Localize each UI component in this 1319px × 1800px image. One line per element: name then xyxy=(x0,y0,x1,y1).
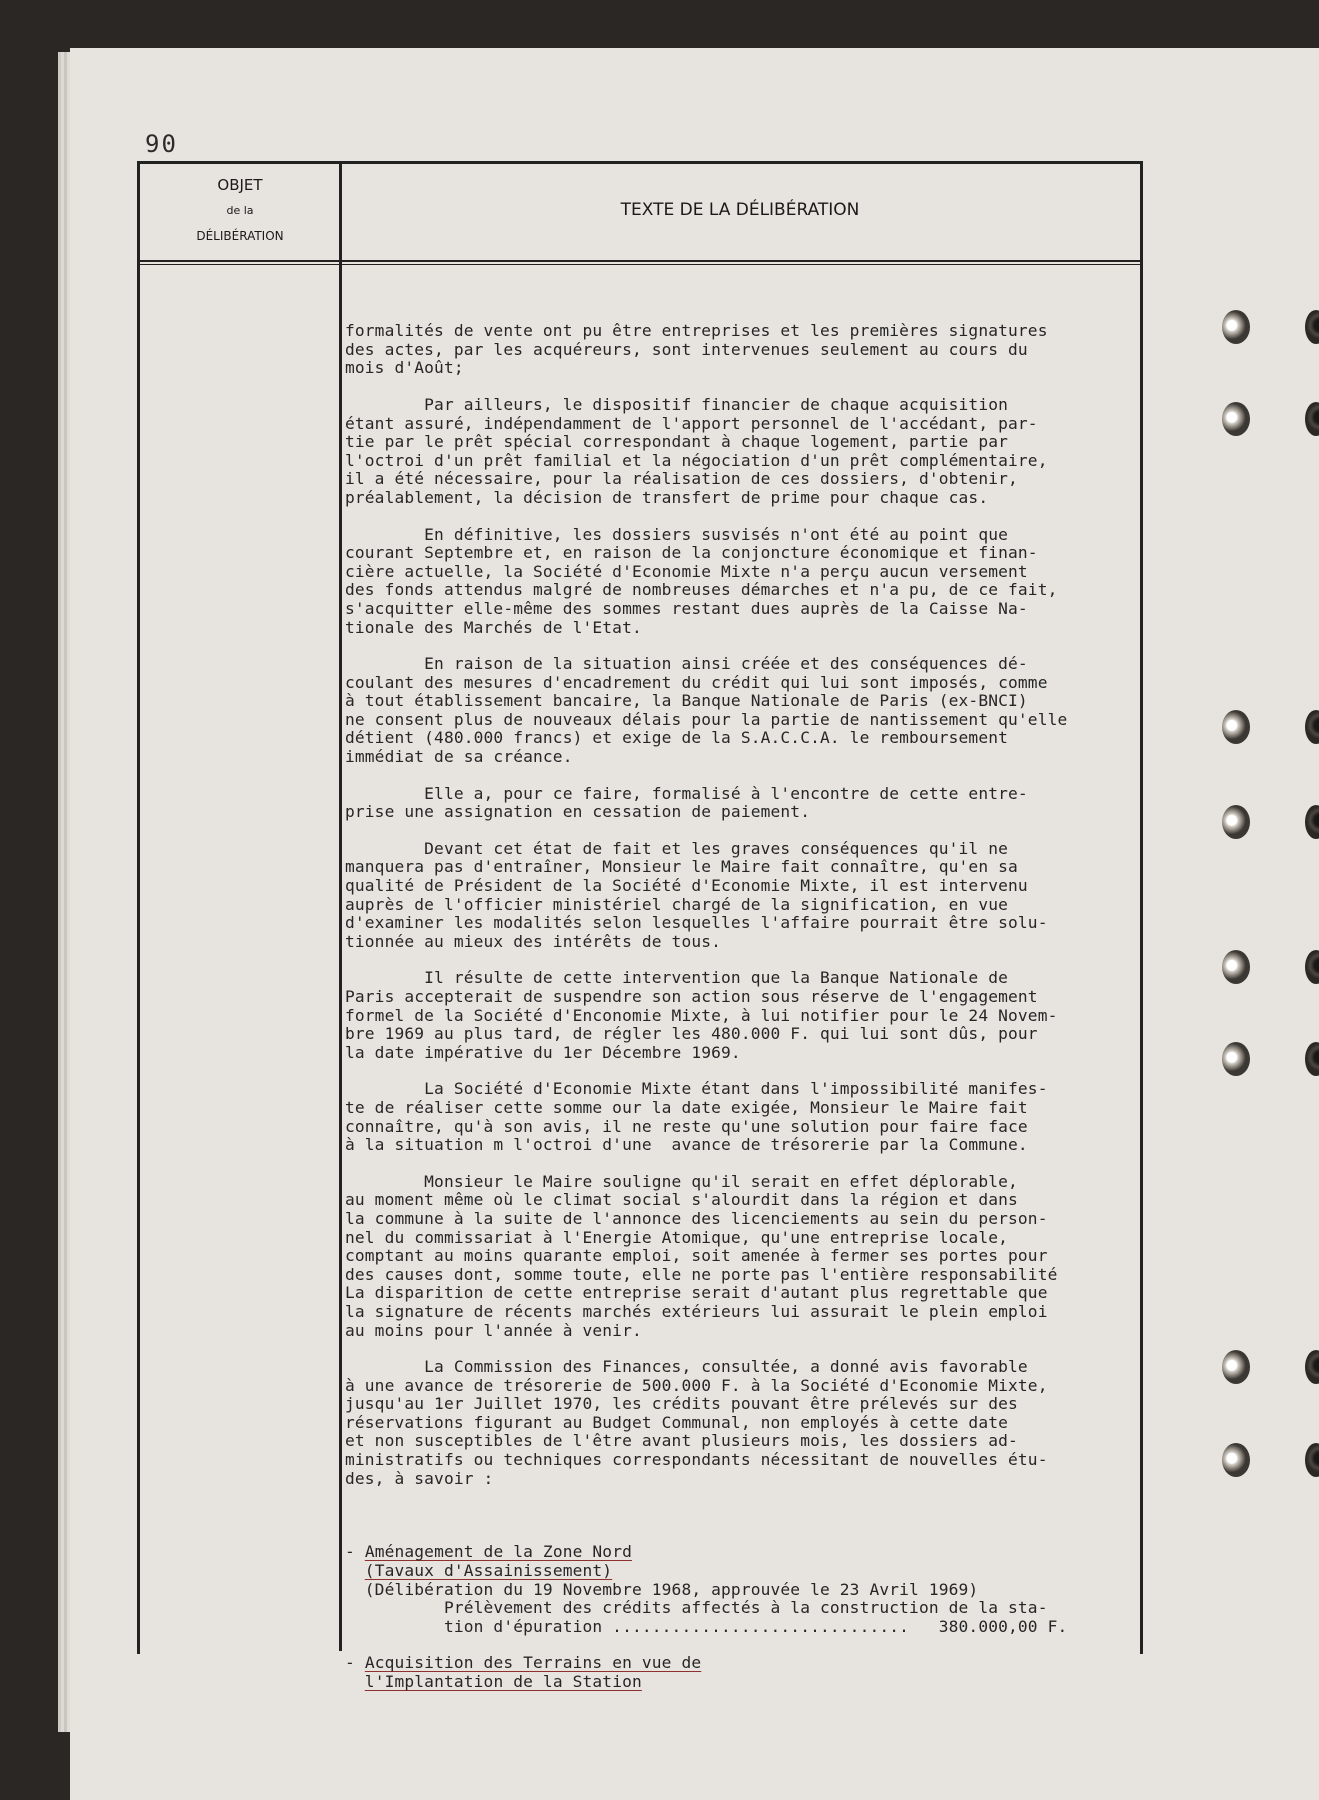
text-line: tionale des Marchés de l'Etat. xyxy=(345,617,642,637)
paragraph-gap xyxy=(345,1340,1140,1358)
item-title: Acquisition des Terrains en vue de xyxy=(364,1653,702,1673)
text-line: l'octroi d'un prêt familial et la négociation d'un prêt complémentaire, xyxy=(345,450,1048,470)
text-line: tionnée au mieux des intérêts de tous. xyxy=(345,931,722,951)
text-line: courant Septembre et, en raison de la conjoncture économique et finan- xyxy=(345,543,1038,563)
item-subtitle-line xyxy=(345,1673,1140,1692)
paragraph-gap xyxy=(345,378,1140,396)
text-line: connaître, qu'à son avis, il ne reste qu'une solution pour faire face xyxy=(345,1116,1028,1136)
item-dash: - xyxy=(345,1542,355,1562)
paragraph-gap xyxy=(345,767,1140,785)
paragraph-gap xyxy=(345,1062,1140,1080)
text-line: la signature de récents marchés extérieurs lui assurait le plein emploi xyxy=(345,1301,1048,1321)
binder-hole xyxy=(1222,402,1250,436)
page-number: 90 xyxy=(145,130,178,158)
text-line: des causes dont, somme toute, elle ne porte pas l'entière responsabilité xyxy=(345,1264,1058,1284)
item-subtitle: (Tavaux d'Assainissement) xyxy=(364,1561,613,1581)
item-subtitle: l'Implantation de la Station xyxy=(364,1672,642,1691)
list-item xyxy=(345,1543,1140,1636)
objet-sub: de la xyxy=(226,204,254,217)
text-line: Paris accepterait de suspendre son action sous réserve de l'engagement xyxy=(345,987,1038,1006)
text-line: à la situation m l'octroi d'une avance de trésorerie par la Commune. xyxy=(345,1135,1028,1155)
paragraph-gap xyxy=(345,508,1140,526)
column-divider xyxy=(339,161,342,1651)
text-line: coulant des mesures d'encadrement du crédit qui lui sont imposés, comme xyxy=(345,672,1048,692)
text-line: cière actuelle, la Société d'Economie Mixte n'a perçu aucun versement xyxy=(345,561,1028,581)
objet-title: OBJET xyxy=(217,176,263,194)
binder-hole xyxy=(1222,805,1250,839)
item-title-line xyxy=(345,1654,1140,1673)
text-line: la commune à la suite de l'annonce des licenciements au sein du person- xyxy=(345,1208,1048,1228)
text-line: réservations figurant au Budget Communal, non employés à cette date xyxy=(345,1412,1009,1432)
text-line: des actes, par les acquéreurs, sont intervenues seulement au cours du xyxy=(345,339,1028,359)
binder-hole xyxy=(1222,310,1250,344)
item-list xyxy=(345,1543,1140,1691)
binder-hole xyxy=(1222,950,1250,984)
text-line: jusqu'au 1er Juillet 1970, les crédits pouvant être prélevés sur des xyxy=(345,1394,1018,1414)
text-line: auprès de l'officier ministériel chargé de la signification, en vue xyxy=(345,894,1009,914)
binder-hole xyxy=(1222,710,1250,744)
text-line: étant assuré, indépendamment de l'apport personnel de l'accédant, par- xyxy=(345,413,1038,433)
text-line: En raison de la situation ainsi créée et des conséquences dé- xyxy=(345,654,1028,674)
text-line: La disparition de cette entreprise serait d'autant plus regrettable que xyxy=(345,1283,1048,1303)
text-line: détient (480.000 francs) et exige de la S.A.C.C.A. le remboursement xyxy=(345,728,1009,748)
paragraph-gap xyxy=(345,1155,1140,1173)
paragraph-gap xyxy=(345,637,1140,655)
text-line: nel du commissariat à l'Energie Atomique, qu'une entreprise locale, xyxy=(345,1227,1009,1247)
text-line: Monsieur le Maire souligne qu'il serait en effet déplorable, xyxy=(345,1171,1018,1191)
text-line: et non susceptibles de l'être avant plusieurs mois, les dossiers ad- xyxy=(345,1431,1018,1451)
text-line: La Société d'Economie Mixte étant dans l'impossibilité manifes- xyxy=(345,1079,1048,1099)
text-line: manquera pas d'entraîner, Monsieur le Maire fait connaître, qu'en sa xyxy=(345,857,1018,877)
paragraph-gap xyxy=(345,1488,1140,1506)
text-line: des, à savoir : xyxy=(345,1468,494,1488)
text-line: préalablement, la décision de transfert de prime pour chaque cas. xyxy=(345,487,989,507)
text-line: au moins pour l'année à venir. xyxy=(345,1320,642,1340)
header-rule-lower xyxy=(137,264,1140,265)
text-line: s'acquitter elle-même des sommes restant dues auprès de la Caisse Na- xyxy=(345,598,1028,618)
text-line: d'examiner les modalités selon lesquelles l'affaire pourrait être solu- xyxy=(345,913,1048,933)
deliberation-text xyxy=(345,285,1140,1728)
text-line: formel de la Société d'Enconomie Mixte, à lui notifier pour le 24 Novem- xyxy=(345,1005,1058,1025)
text-line: tie par le prêt spécial correspondant à chaque logement, partie par xyxy=(345,432,1009,452)
texte-header: TEXTE DE LA DÉLIBÉRATION xyxy=(620,200,860,220)
text-line: la date impérative du 1er Décembre 1969. xyxy=(345,1042,741,1062)
text-line: bre 1969 au plus tard, de régler les 480.000 F. qui lui sont dûs, pour xyxy=(345,1024,1038,1044)
text-line: Il résulte de cette intervention que la Banque Nationale de xyxy=(345,968,1009,988)
item-ref: (Délibération du 19 Novembre 1968, approuvée le 23 Avril 1969) xyxy=(345,1579,979,1599)
item-title: Aménagement de la Zone Nord xyxy=(364,1542,632,1562)
text-line: ne consent plus de nouveaux délais pour la partie de nantissement qu'elle xyxy=(345,709,1068,729)
item-subtitle-line xyxy=(345,1562,1140,1581)
text-line: Devant cet état de fait et les graves conséquences qu'il ne xyxy=(345,838,1009,858)
text-line: comptant au moins quarante emploi, soit amenée à fermer ses portes pour xyxy=(345,1246,1048,1266)
item-detail1: Prélèvement des crédits affectés à la construction de la sta- xyxy=(345,1598,1048,1618)
text-line: prise une assignation en cessation de paiement. xyxy=(345,802,811,822)
text-line: te de réaliser cette somme our la date exigée, Monsieur le Maire fait xyxy=(345,1097,1028,1117)
item-title-line xyxy=(345,1543,1140,1562)
item-detail2: tion d'épuration .............................. 380.000,00 F. xyxy=(345,1616,1068,1636)
text-line: Elle a, pour ce faire, formalisé à l'encontre de cette entre- xyxy=(345,783,1028,803)
text-line: qualité de Président de la Société d'Economie Mixte, il est intervenu xyxy=(345,876,1028,896)
text-line: à une avance de trésorerie de 500.000 F. à la Société d'Economie Mixte, xyxy=(345,1375,1048,1395)
paragraph-gap xyxy=(345,951,1140,969)
text-line: il a été nécessaire, pour la réalisation de ces dossiers, d'obtenir, xyxy=(345,469,1018,489)
text-line: à tout établissement bancaire, la Banque Nationale de Paris (ex-BNCI) xyxy=(345,691,1028,711)
binder-hole xyxy=(1222,1443,1250,1477)
binder-hole xyxy=(1222,1350,1250,1384)
text-line: La Commission des Finances, consultée, a donné avis favorable xyxy=(345,1357,1028,1377)
item-dash: - xyxy=(345,1653,355,1673)
paragraph-gap xyxy=(345,822,1140,840)
list-item xyxy=(345,1654,1140,1691)
text-line: des fonds attendus malgré de nombreuses démarches et n'a pu, de ce fait, xyxy=(345,580,1058,600)
text-line: formalités de vente ont pu être entreprises et les premières signatures xyxy=(345,321,1048,341)
objet-header xyxy=(140,164,340,264)
binder-hole xyxy=(1222,1042,1250,1076)
text-line: Par ailleurs, le dispositif financier de chaque acquisition xyxy=(345,394,1009,414)
text-line: ministratifs ou techniques correspondants nécessitant de nouvelles étu- xyxy=(345,1450,1048,1470)
objet-deliberation: DÉLIBÉRATION xyxy=(196,229,284,243)
text-line: mois d'Août; xyxy=(345,358,464,378)
body-lines xyxy=(345,322,1140,1506)
text-line: au moment même où le climat social s'alourdit dans la région et dans xyxy=(345,1190,1018,1210)
text-line: En définitive, les dossiers susvisés n'ont été au point que xyxy=(345,524,1009,544)
text-line: immédiat de sa créance. xyxy=(345,747,573,767)
